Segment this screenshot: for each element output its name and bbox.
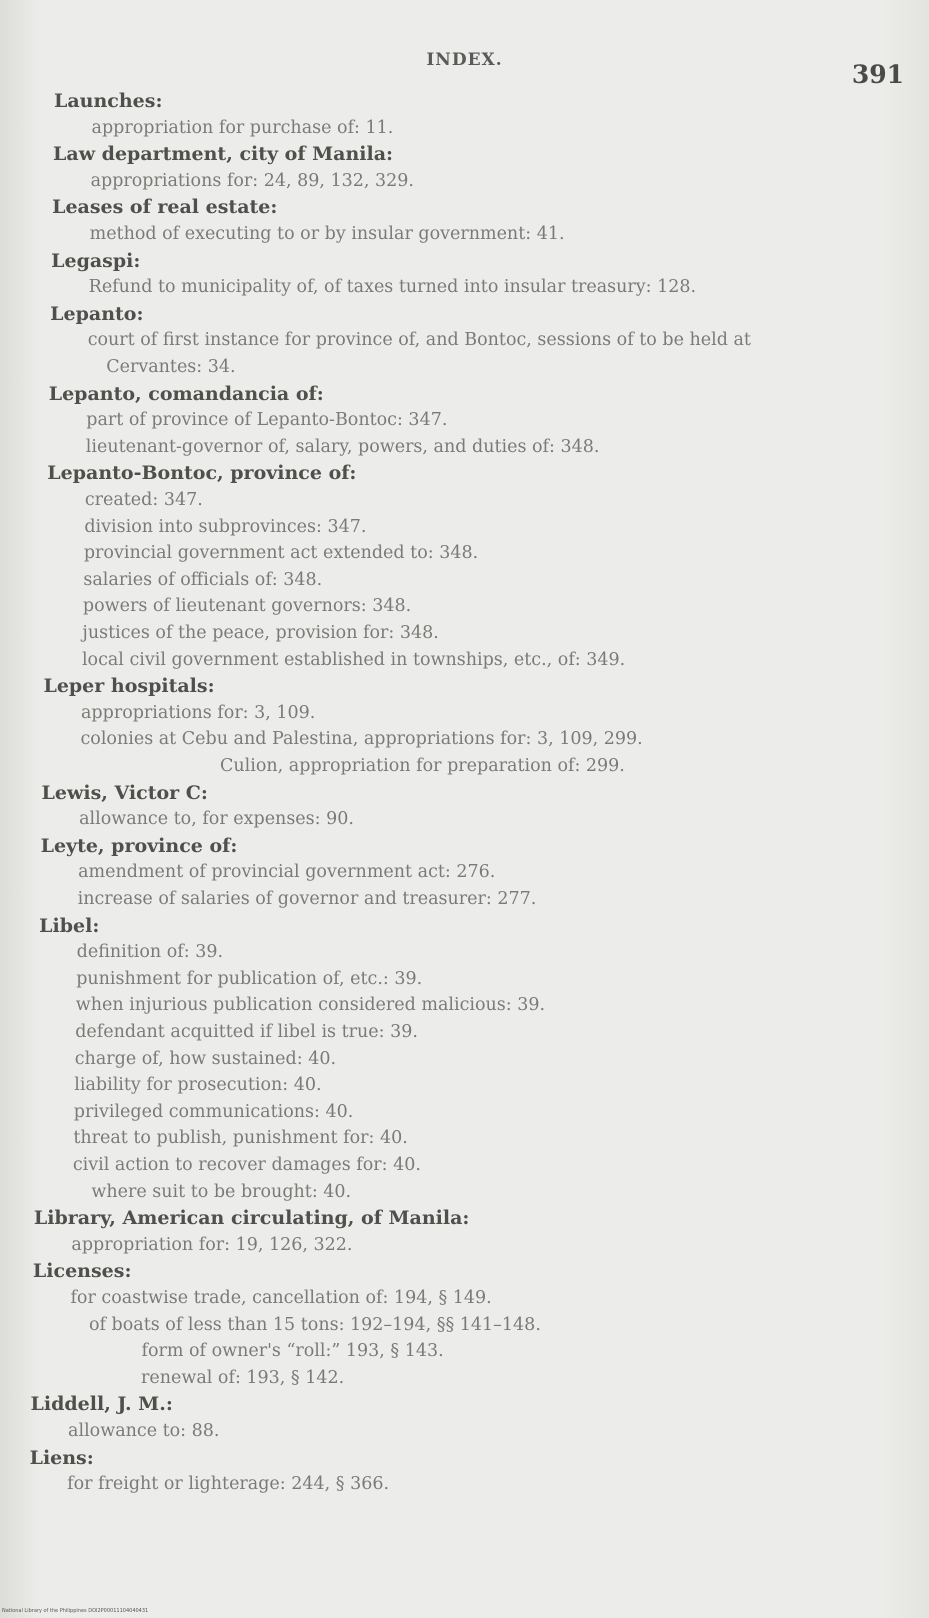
index-entry: salaries of officials of: 348. — [83, 569, 323, 590]
index-heading: Library, American circulating, of Manila: — [33, 1207, 470, 1230]
index-entry: for freight or lighterage: 244, § 366. — [67, 1474, 390, 1495]
index-heading: Liddell, J. M.: — [30, 1393, 173, 1416]
index-heading: Leper hospitals: — [43, 675, 215, 698]
index-entry: appropriation for purchase of: 11. — [91, 117, 394, 138]
index-entry: renewal of: 193, § 142. — [141, 1367, 345, 1388]
index-entry: amendment of provincial government act: 276. — [78, 862, 496, 883]
index-entry: allowance to, for expenses: 90. — [79, 809, 354, 830]
index-entry: colonies at Cebu and Palestina, appropriations for: 3, 109, 299. — [80, 729, 643, 750]
index-entry: justices of the peace, provision for: 348. — [82, 623, 439, 643]
index-entry: punishment for publication of, etc.: 39. — [76, 968, 423, 989]
index-heading: Lepanto: — [50, 302, 144, 325]
index-entry: Culion, appropriation for preparation of: 299. — [220, 756, 625, 776]
index-entry: provincial government act extended to: 348. — [83, 543, 479, 564]
index-entry: method of executing to or by insular government: 41. — [89, 224, 565, 244]
index-entry: appropriations for: 24, 89, 132, 329. — [90, 170, 414, 191]
index-entry: civil action to recover damages for: 40. — [72, 1155, 421, 1175]
index-heading: Launches: — [54, 90, 163, 112]
running-head: INDEX. — [426, 50, 503, 70]
index-heading: Lewis, Victor C: — [41, 781, 208, 804]
library-credit: National Library of the Philippines DOI2P00011104040431 — [2, 1608, 149, 1614]
index-entry: Cervantes: 34. — [106, 357, 236, 377]
index-heading: Liens: — [29, 1446, 94, 1469]
index-heading: Law department, city of Manila: — [53, 143, 394, 166]
index-entry: where suit to be brought: 40. — [91, 1181, 352, 1202]
index-entry: lieutenant-governor of, salary, powers, and duties of: 348. — [85, 436, 600, 457]
index-entry: part of province of Lepanto-Bontoc: 347. — [86, 410, 448, 431]
index-heading: Legaspi: — [51, 249, 141, 272]
index-entry: powers of lieutenant governors: 348. — [82, 596, 412, 617]
index-entry: Refund to municipality of, of taxes turned into insular treasury: 128. — [88, 277, 697, 298]
index-entry: charge of, how sustained: 40. — [74, 1048, 337, 1069]
index-heading: Leases of real estate: — [52, 196, 278, 219]
index-entry: appropriation for: 19, 126, 322. — [71, 1234, 353, 1255]
page-number: 391 — [851, 60, 904, 89]
index-entry: court of first instance for province of, and Bontoc, sessions of to be held at — [87, 330, 751, 351]
index-entry: local civil government established in townships, etc., of: 349. — [81, 649, 626, 670]
index-entry: when injurious publication considered malicious: 39. — [75, 995, 546, 1016]
index-entry: definition of: 39. — [76, 942, 224, 963]
index-entry: of boats of less than 15 tons: 192–194, §§ 141–148. — [88, 1314, 541, 1335]
index-heading: Lepanto, comandancia of: — [48, 382, 324, 405]
index-entry: division into subprovinces: 347. — [84, 516, 367, 537]
index-entry: privileged communications: 40. — [73, 1101, 354, 1122]
index-entry: liability for prosecution: 40. — [74, 1075, 322, 1096]
index-entry: increase of salaries of governor and treasurer: 277. — [77, 889, 537, 909]
index-heading: Licenses: — [32, 1260, 132, 1283]
index-heading: Leyte, province of: — [40, 834, 238, 857]
index-entry: allowance to: 88. — [68, 1421, 220, 1441]
index-entry: form of owner's “roll:” 193, § 143. — [141, 1341, 444, 1362]
index-heading: Libel: — [39, 914, 100, 937]
index-entry: threat to publish, punishment for: 40. — [73, 1128, 408, 1149]
index-entry: appropriations for: 3, 109. — [80, 702, 316, 723]
index-entry: created: 347. — [84, 490, 203, 510]
index-entry: defendant acquitted if libel is true: 39. — [75, 1022, 418, 1042]
index-heading: Lepanto-Bontoc, province of: — [47, 462, 357, 485]
index-entry: for coastwise trade, cancellation of: 194, § 149. — [70, 1288, 492, 1308]
